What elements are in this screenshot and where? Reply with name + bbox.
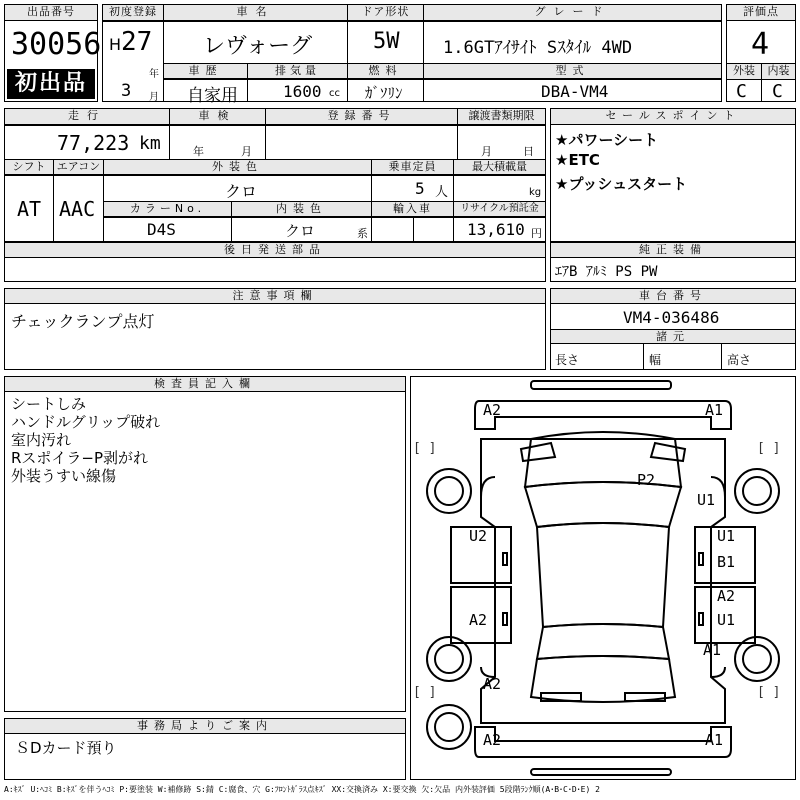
capacity-value: 5 — [415, 179, 425, 198]
inspector-header: 検査員記入欄 — [5, 377, 405, 392]
mark-right-front-door-1: U1 — [717, 527, 736, 545]
displacement: 1600 — [283, 82, 322, 101]
mark-left-rear-door: A2 — [469, 611, 488, 629]
dims-height: 高さ — [727, 353, 752, 367]
grade: 1.6GTｱｲｻｲﾄ Sｽﾀｲﾙ 4WD — [443, 38, 633, 58]
mark-left-quarter: A2 — [483, 675, 502, 693]
dims-width: 幅 — [649, 353, 662, 367]
lot-box — [4, 4, 102, 102]
bracket-right-top: [ ] — [757, 441, 781, 456]
car-diagram — [410, 376, 796, 780]
history: 自家用 — [187, 86, 238, 106]
recycle-unit: 円 — [531, 227, 542, 240]
mileage-unit: km — [139, 133, 161, 154]
exterior-grade: C — [736, 81, 747, 102]
mark-left-front-door: U2 — [469, 527, 488, 545]
later-parts-box — [4, 242, 546, 282]
later-parts-header: 後日発送部品 — [5, 243, 545, 258]
shift-header: シフト — [5, 160, 53, 175]
selling-points-box — [550, 108, 796, 242]
first-reg-year-unit: 年 — [149, 69, 159, 80]
int-color-value: クロ — [285, 222, 316, 240]
import-header: 輸入車 — [372, 202, 453, 217]
inspection-month-unit: 月 — [241, 145, 252, 158]
mark-right-rear-door-1: A2 — [717, 587, 736, 605]
score-header: 評価点 — [727, 5, 795, 21]
color-no-value: D4S — [147, 220, 176, 239]
selling-point-2: ★ETC — [555, 151, 600, 169]
inspector-line-4: Rスポイラ−P剥がれ — [11, 449, 149, 467]
first-reg-year: 27 — [121, 27, 153, 57]
capacity-unit: 人 — [435, 185, 449, 200]
genuine-header: 純正装備 — [551, 243, 795, 258]
score-value: 4 — [751, 27, 770, 62]
color-no-header: カラーNo. — [104, 202, 231, 217]
mileage-header: 走行 — [5, 109, 169, 125]
registration-header: 登録番号 — [266, 109, 457, 125]
office-text: ＳDカード預り — [15, 739, 117, 757]
caution-header: 注意事項欄 — [5, 289, 545, 304]
door-header: ドア形状 — [348, 5, 423, 21]
inspector-line-2: ハンドルグリップ破れ — [11, 413, 161, 431]
lot-header: 出品番号 — [5, 5, 97, 21]
mark-front-left: A2 — [483, 401, 502, 419]
interior-grade-header: 内装 — [762, 64, 795, 79]
ac-value: AAC — [59, 197, 96, 221]
car-outline — [411, 377, 795, 779]
int-color-suffix: 系 — [357, 227, 368, 240]
caution-text: チェックランプ点灯 — [11, 312, 155, 331]
fuel: ｶﾞｿﾘﾝ — [365, 84, 403, 102]
bracket-left-bottom: [ ] — [413, 685, 437, 700]
first-reg-month: 3 — [121, 81, 132, 101]
mark-right-quarter: A1 — [703, 641, 722, 659]
selling-points-header: セールスポイント — [551, 109, 795, 125]
door-type: 5W — [373, 29, 400, 54]
first-reg-era: H — [109, 35, 122, 54]
mark-rear-right: A1 — [705, 731, 724, 749]
int-color-header: 内装色 — [232, 202, 371, 217]
model-header: 型式 — [424, 64, 721, 79]
inspection-header: 車検 — [170, 109, 265, 125]
dims-length: 長さ — [555, 353, 580, 367]
model-code: DBA-VM4 — [541, 82, 609, 101]
inspector-line-3: 室内汚れ — [11, 431, 72, 449]
interior-grade: C — [772, 81, 783, 102]
inspector-line-1: シートしみ — [11, 395, 87, 413]
vehicle-info — [102, 4, 722, 106]
displacement-header: 排気量 — [248, 64, 347, 79]
genuine-box — [550, 242, 796, 282]
selling-point-1: ★パワーシート — [555, 131, 659, 149]
first-reg-header: 初度登録 — [103, 5, 163, 21]
dims-header: 諸元 — [551, 330, 795, 344]
mark-right-front-door-2: B1 — [717, 553, 736, 571]
selling-point-3: ★プッシュスタート — [555, 175, 688, 193]
mark-right-fender: U1 — [697, 491, 716, 509]
lot-number: 30056 — [11, 27, 102, 62]
ac-header: エアコン — [54, 160, 103, 175]
mark-rear-left: A2 — [483, 731, 502, 749]
displacement-unit: cc — [329, 88, 340, 99]
capacity-header: 乗車定員 — [372, 160, 453, 175]
mark-right-rear-door-2: U1 — [717, 611, 736, 629]
exterior-grade-header: 外装 — [727, 64, 761, 79]
chassis-number: VM4-036486 — [623, 308, 720, 327]
details-box — [4, 108, 546, 242]
ext-color-value: クロ — [225, 182, 258, 201]
max-load-unit: kg — [529, 187, 542, 198]
bracket-right-bottom: [ ] — [757, 685, 781, 700]
ext-color-header: 外装色 — [104, 160, 371, 175]
office-header: 事務局よりご案内 — [5, 719, 405, 734]
legend: A:ｷｽﾞ U:ﾍｺﾐ B:ｷｽﾞを伴うﾍｺﾐ P:要塗装 W:補修跡 S:錆 C:腐食、穴 G:ﾌﾛﾝﾄｶﾞﾗｽ点ｷｽﾞ XX:交換済み X:要交換 欠:欠品 内外装評価 5段階ﾗﾝｸ順(A･B･C･D･E) 2 — [4, 785, 600, 794]
first-reg-month-unit: 月 — [149, 92, 159, 103]
car-name-header: 車名 — [164, 5, 347, 21]
chassis-box — [550, 288, 796, 370]
car-name: レヴォーグ — [203, 34, 313, 59]
inspection-year-unit: 年 — [193, 145, 204, 158]
inspector-line-5: 外装うすい線傷 — [11, 467, 117, 485]
genuine-value: ｴｱB ｱﾙﾐ PS PW — [555, 264, 658, 280]
caution-box — [4, 288, 546, 370]
chassis-header: 車台番号 — [551, 289, 795, 304]
recycle-value: 13,610 — [467, 220, 525, 239]
shift-value: AT — [17, 197, 42, 221]
score-box — [726, 4, 796, 102]
transfer-day-unit: 日 — [523, 145, 534, 158]
mark-hood: P2 — [637, 471, 656, 489]
bracket-left-top: [ ] — [413, 441, 437, 456]
history-header: 車歴 — [164, 64, 247, 79]
mileage-value: 77,223 — [57, 131, 130, 155]
fuel-header: 燃料 — [348, 64, 423, 79]
mark-front-right: A1 — [705, 401, 724, 419]
first-listing-badge: 初出品 — [7, 69, 95, 99]
recycle-header: リサイクル預託金 — [454, 202, 545, 217]
office-box — [4, 718, 406, 780]
transfer-header: 譲渡書類期限 — [458, 109, 545, 125]
transfer-month-unit: 月 — [481, 145, 492, 158]
inspector-box — [4, 376, 406, 712]
max-load-header: 最大積載量 — [454, 160, 545, 175]
grade-header: グレード — [424, 5, 721, 21]
